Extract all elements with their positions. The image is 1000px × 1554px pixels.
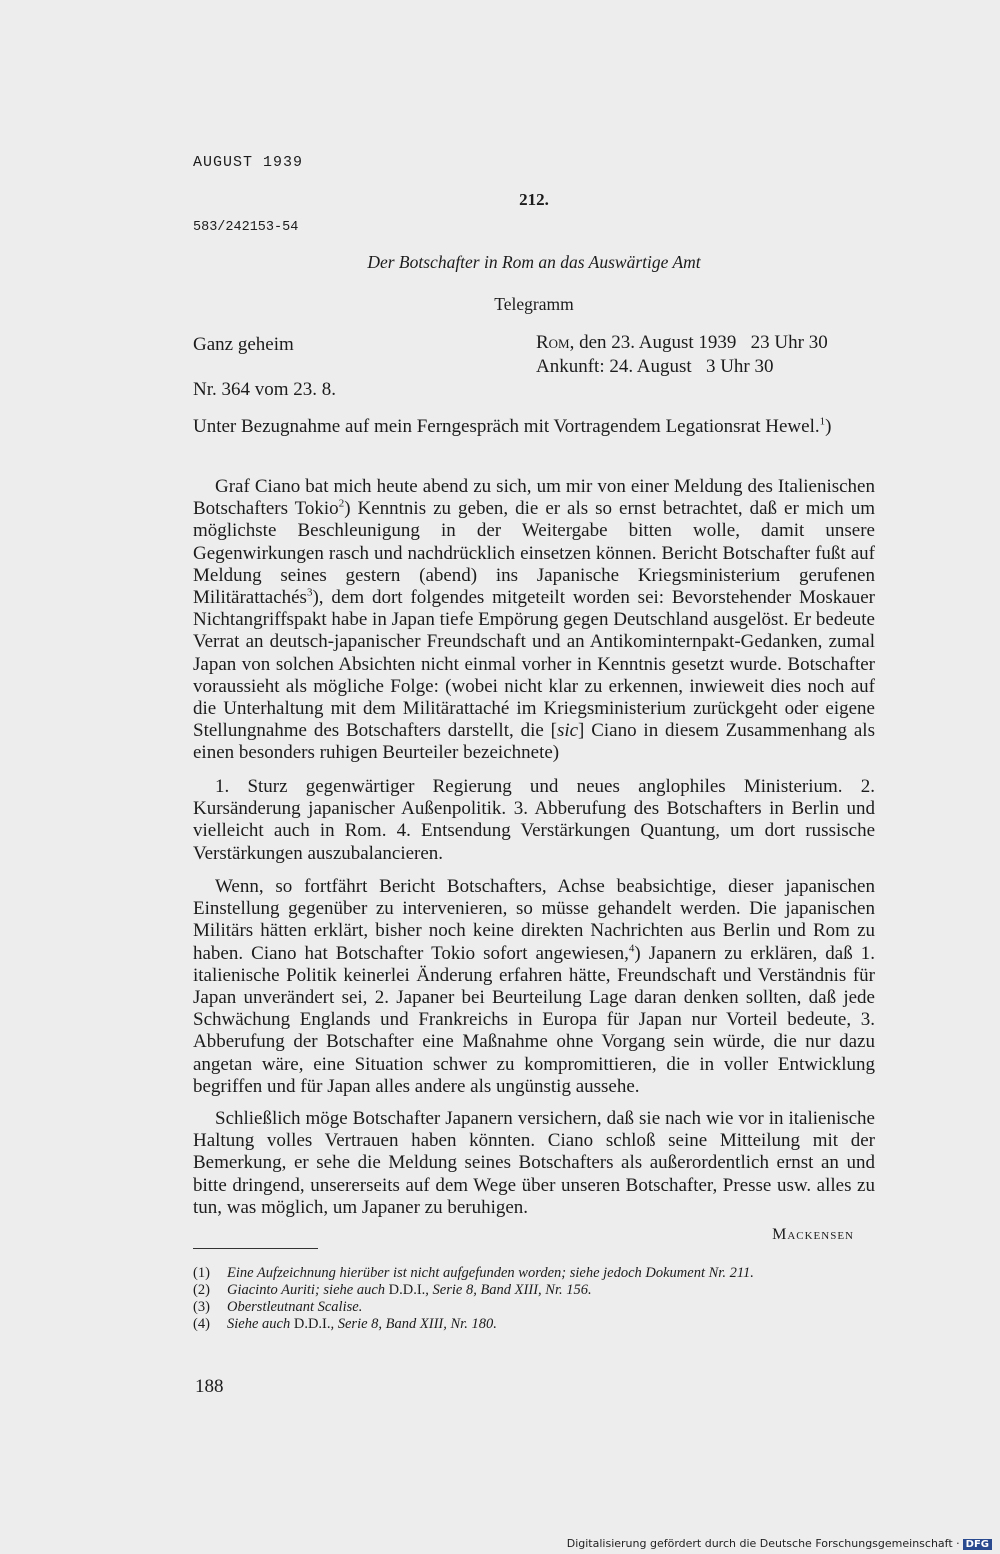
sender-line: Der Botschafter in Rom an das Auswärtige Amt [367,252,701,272]
paragraph-text: ), dem dort folgendes mitgeteilt worden sei: Bevorstehender Moskauer Nichtangriffspakt habe in Japan tiefe Empörung gegen Deutschland ausgelöst. Er bedeute Verrat an deutsch-japanischer Freundschaft und an Antikominternpakt-Gedanken, zumal Japan von solchen Absichten nicht einmal vorher in Kenntnis gesetzt wurde. Botschafter voraussieht als mögliche Folge: (wobei nicht klar zu erkennen, inwieweit dies noch auf die Unterhaltung mit dem Militärattaché im Kriegsministerium zurückgeht oder eigene Stellungnahme des Botschafters darstellt, die [ [193,587,875,742]
footnote-text: , Serie 8, Band XIII, Nr. 180. [330,1316,497,1332]
footnote-1 [193,1265,754,1282]
document-number: 212. [519,190,549,209]
running-header: AUGUST 1939 [193,154,304,171]
footnote-ref: 2 [338,497,345,510]
paragraph-5: Schließlich möge Botschafter Japanern versichern, daß sie nach wie vor in italienische Haltung volles Vertrauen haben könnten. Ciano schloß seine Mitteilung mit der Bemerkung, er sehe die Meldung seines Botschafters als außerordentlich ernst an und bitte dringend, unsererseits auf dem Wege über unseren Botschafter, Presse usw. alles zu tun, was möglich, um Japaner zu beruhigen. [193,1108,875,1218]
footnote-marker: (1) [193,1265,210,1281]
sic-mark: sic [556,720,579,742]
signature: Mackensen [772,1226,854,1243]
footnote-text: D.D.I. [293,1316,331,1332]
paragraph-text: ) Kenntnis zu geben, die er als so ernst betrachtet, daß er mich um möglichste Beschleunigung in der Weitergabe bitten wolle, damit unsere Gegenwirkungen rasch und nachdrücklich einsetzen können. Bericht Botschafter fußt auf Meldung seines gestern (abend) ins Japanische Kriegsministerium gerufenen Militärattachés [193,498,876,609]
footnote-text: , Serie 8, Band XIII, Nr. 156. [425,1282,592,1298]
page-number: 188 [195,1376,224,1397]
paragraph-text: ] Ciano in diesem Zusammenhang als einen besonders ruhigen Beurteiler bezeichnete) [193,720,875,764]
sent-date-time: , den 23. August 1939 23 Uhr 30 [569,332,828,353]
classification-label: Ganz geheim [193,334,294,355]
file-reference: 583/242153-54 [193,220,299,235]
telegram-number: Nr. 364 vom 23. 8. [193,379,337,400]
footnote-marker: (3) [193,1299,210,1315]
footnote-text: Siehe auch [227,1316,294,1332]
sent-place: Rom [536,332,570,353]
footnote-text: Eine Aufzeichnung hierüber ist nicht aufgefunden worden; siehe jedoch Dokument Nr. 211. [227,1265,754,1281]
paragraph-text: Unter Bezugnahme auf mein Ferngespräch mit Vortragendem Legationsrat Hewel. [193,416,820,437]
footnote-ref: 1 [819,415,826,428]
paragraph-4 [193,876,875,1098]
paragraph-text: Graf Ciano bat mich heute abend zu sich, um mir von einer Meldung des Italienischen Botschafters Tokio [193,476,875,520]
footnote-text: Oberstleutnant Scalise. [227,1299,363,1315]
paragraph-text: ) Japanern zu erklären, daß 1. italienische Politik keinerlei Änderung erfahren hätte, Freundschaft und Verständnis für Japan unverändert sei, 2. Japaner bei Beurteilung Lage daran denken sollten, daß jede Schwächung Englands und Frankreichs in Europa für Japan nur Vorteil bedeute, 3. Abberufung der Botschafter eine Maßnahme ohne Vorgang sein würde, die nur dazu angetan wäre, eine Situation schwer zu kompromittieren, die in voller Entwicklung begriffen und für Japan alles andere als ungünstig aussehe. [193,942,875,1097]
footnote-marker: (4) [193,1316,210,1332]
paragraph-text: Wenn, so fortfährt Bericht Botschafters, Achse beabsichtige, dieser japanischen Einstellung gegenüber zu intervenieren, so müsse gehandelt werden. Die japanischen Militärs hätten erklärt, bisher noch keine direkten Nachrichten aus Berlin und Rom zu haben. Ciano hat Botschafter Tokio sofort angewiesen, [193,876,875,964]
footnote-text: D.D.I. [388,1282,426,1298]
footnote-ref: 4 [628,942,635,955]
footnote-2 [193,1282,592,1299]
footnote-3 [193,1299,362,1316]
footnote-marker: (2) [193,1282,210,1298]
paragraph-1 [193,416,875,438]
paragraph-text: ) [825,416,832,437]
footnote-4 [193,1316,497,1333]
funding-text: Digitalisierung gefördert durch die Deutsche Forschungsgemeinschaft · [566,1537,960,1550]
document-type: Telegramm [494,294,574,314]
sent-line [536,332,828,354]
footnote-text: Giacinto Auriti; siehe auch [227,1282,389,1298]
arrival-line: Ankunft: 24. August 3 Uhr 30 [536,356,774,377]
paragraph-2 [193,476,875,765]
funding-banner [567,1537,992,1550]
paragraph-3-list: 1. Sturz gegenwärtiger Regierung und neues anglophiles Ministerium. 2. Kursänderung japanischer Außenpolitik. 3. Abberufung des Botschafters in Berlin und vielleicht auch in Rom. 4. Entsendung Verstärkungen Quantung, um dort russische Verstärkungen auszubalancieren. [193,776,875,864]
footnote-divider [193,1248,318,1249]
dfg-logo-icon: DFG [963,1539,992,1550]
footnote-ref: 3 [306,586,313,599]
